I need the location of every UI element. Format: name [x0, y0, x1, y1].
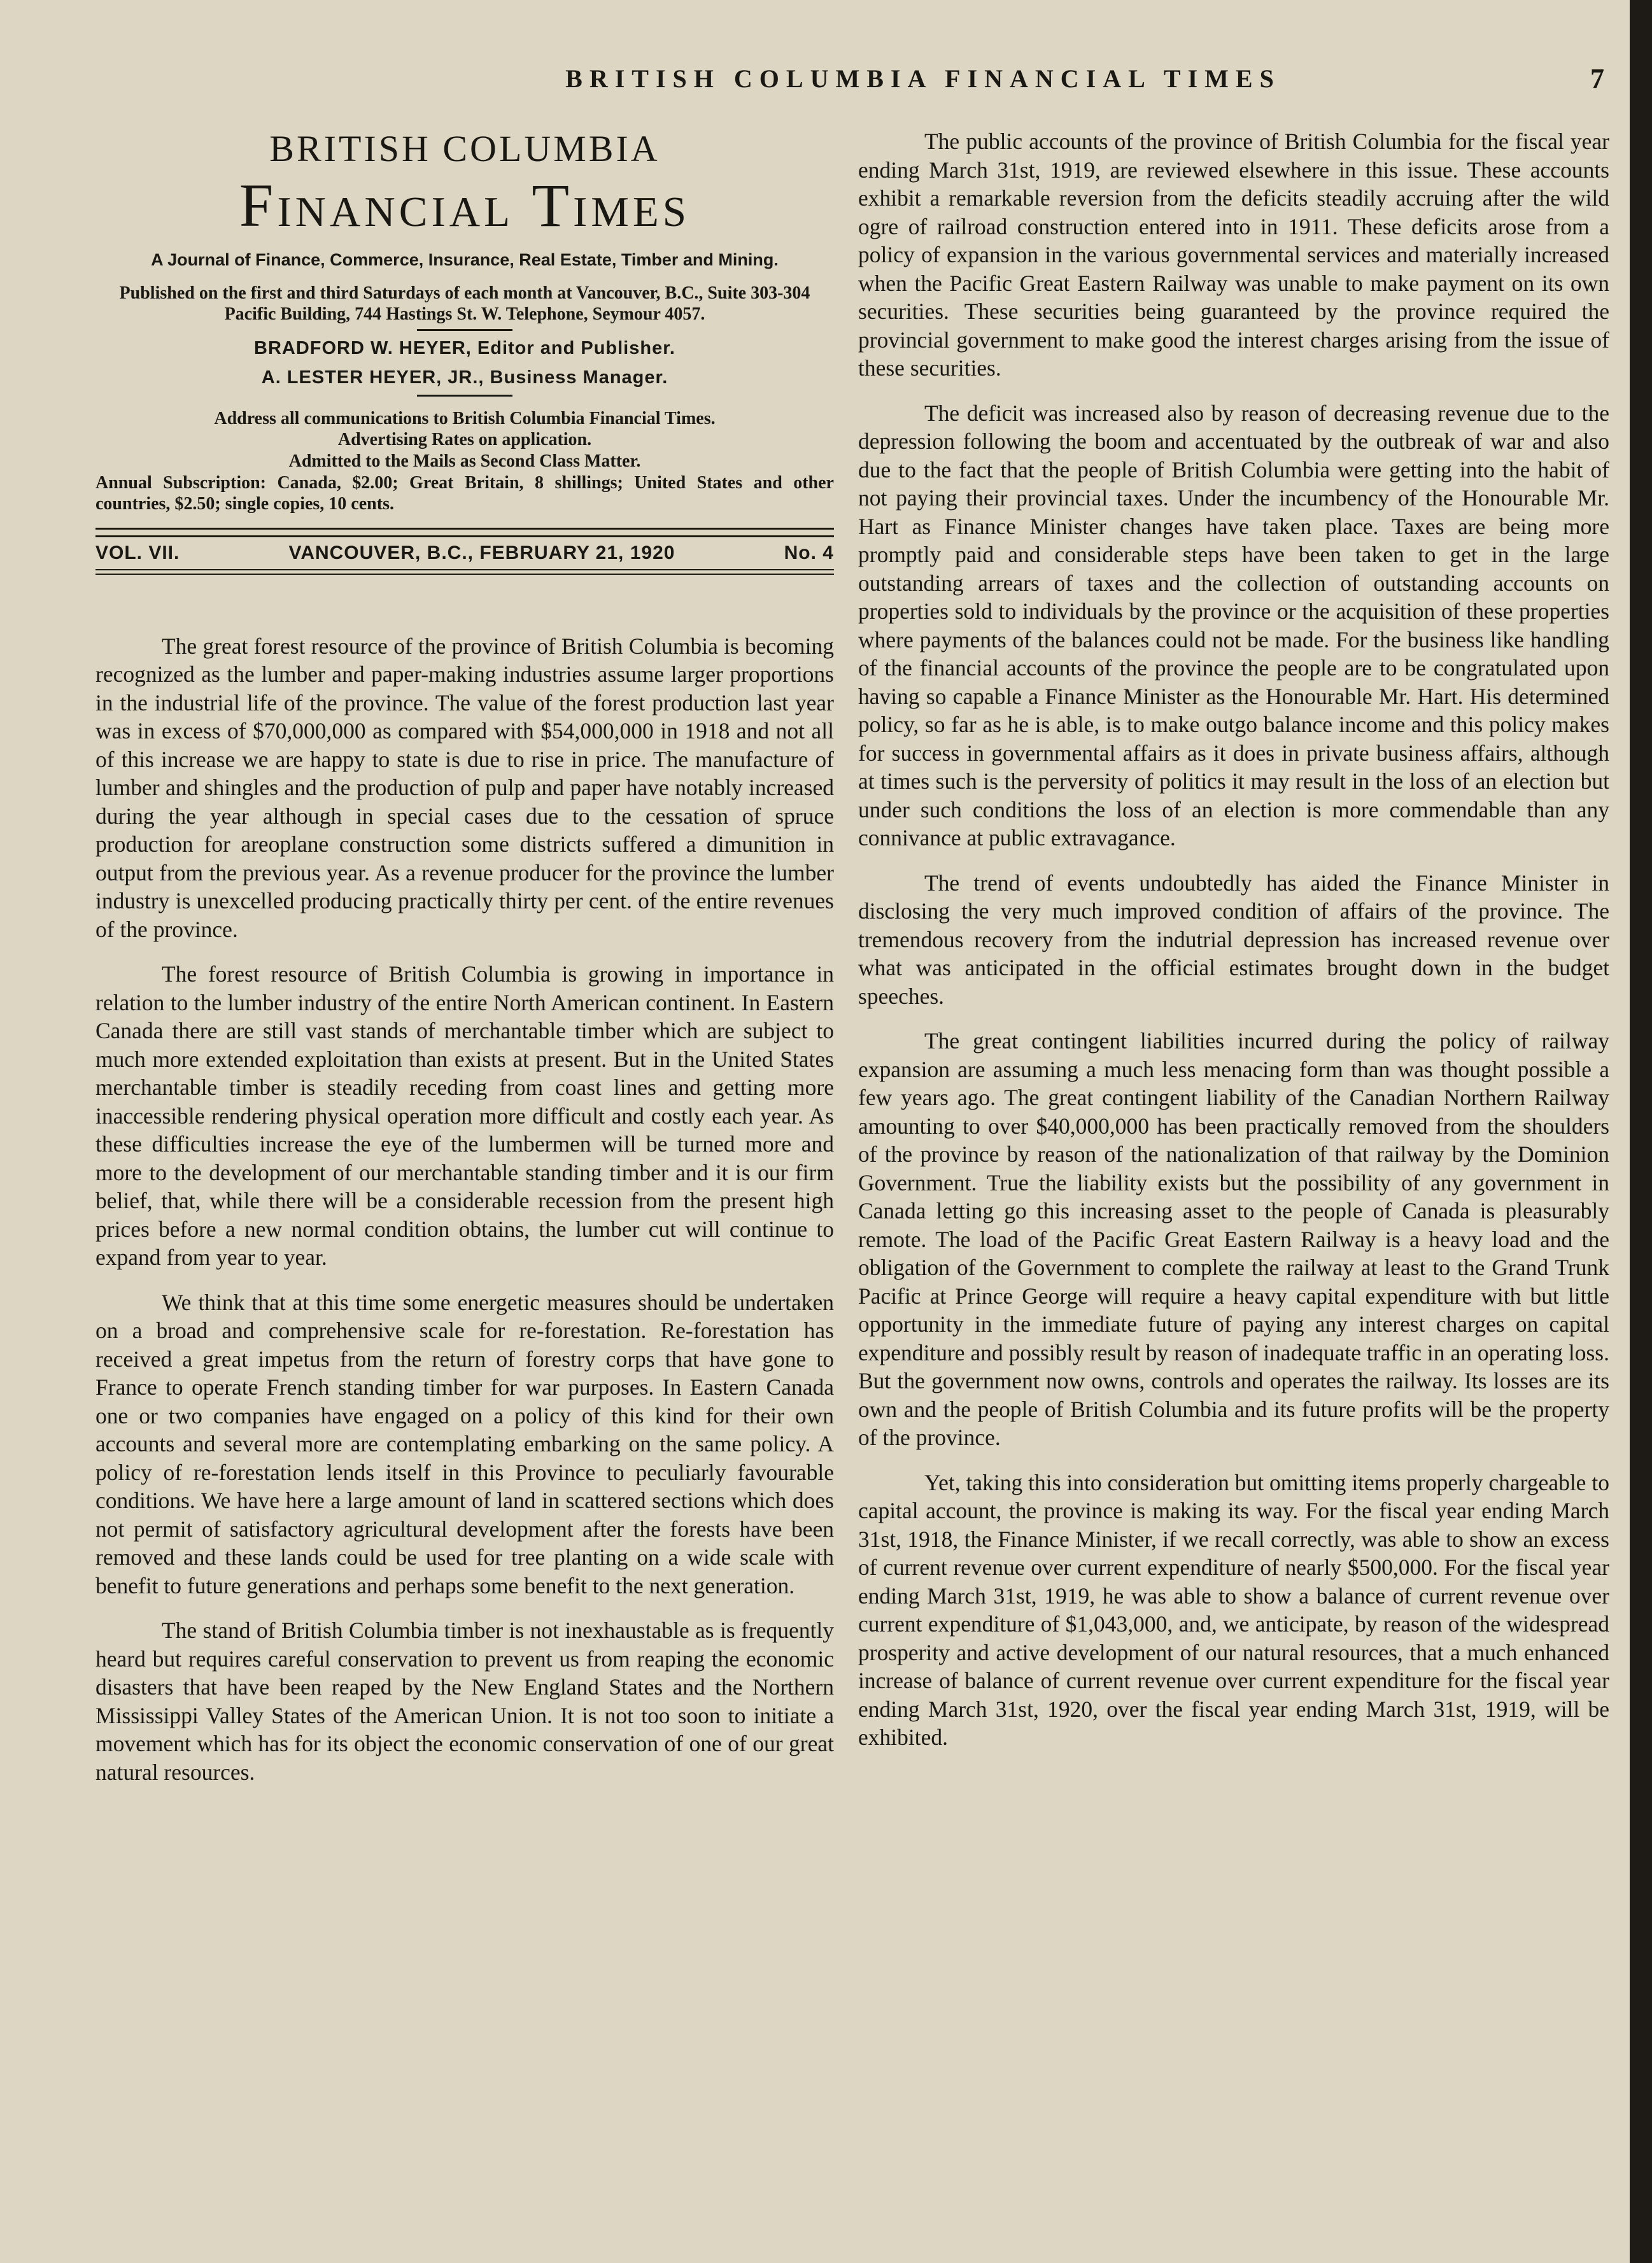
masthead-divider — [417, 395, 512, 397]
editorial-paragraph: The deficit was increased also by reason of decreasing revenue due to the depression following the boom and accentuated by the outbreak of war and also due to the fact that the people of British Columbia were getting into the habit of not paying their provincial taxes. Under the incumbency of the Honourable Mr. Hart as Finance Minister changes have taken place. Taxes are being more promptly paid and considerable steps have been taken to get in the large outstanding arrears of taxes and the collection of outstanding accounts on properties sold to individuals by the province or the acquisition of these properties where payments of the balances could not be made. For the business like handling of the financial accounts of the province the people are to be congratulated upon having so capable a Finance Minister as the Honourable Mr. Hart. His determined policy, so far as he is able, is to make outgo balance income and this policy makes for success in governmental affairs as it does in private business affairs, although at times such is the perversity of politics it may result in the loss of an election but under such conditions the loss of an election is more commendable than any connivance at public extravagance. — [858, 400, 1609, 850]
masthead-address-note: Address all communications to British Columbia Financial Times. — [214, 408, 716, 428]
editorial-paragraph: We think that at this time some energetic measures should be undertaken on a broad and comprehensive scale for re-forestation. Re-forestation has received a great impetus from the return of forestry corps that have gone to France to operate French standing timber for war purposes. In Eastern Canada one or two companies have engaged on a policy of this kind for their own accounts and several more are contemplating embarking on the same policy. A policy of re-forestation lends itself in this Province to peculiarly favourable conditions. We have here a large amount of land in scattered sections which does not permit of satisfactory agricultural development after the forests have been removed and these lands could be used for tree planting on a wide scale with benefit to future generations and perhaps some benefit to the next generation. — [95, 1289, 834, 1598]
volume-number: VOL. VII. — [95, 542, 180, 563]
masthead-business-manager: A. LESTER HEYER, JR., Business Manager. — [261, 367, 668, 388]
masthead-description: A Journal of Finance, Commerce, Insurance, Real Estate, Timber and Mining. — [151, 250, 779, 269]
right-column — [858, 127, 1609, 1768]
editorial-paragraph: Yet, taking this into consideration but omitting items properly chargeable to capital account, the province is making its way. For the fiscal year ending March 31st, 1918, the Finance Minister, if we recall correctly, was able to show an excess of current revenue over current expenditure of nearly $500,000. For the fiscal year ending March 31st, 1919, he was able to show a balance of current revenue over current expenditure of $1,043,000, and, we anticipate, by reason of the widespread prosperity and active development of our natural resources, that a much enhanced increase of balance of current revenue over current expenditure for the fiscal year ending March 31st, 1920, over the fiscal year ending March 31st, 1919, will be exhibited. — [858, 1469, 1609, 1750]
masthead — [95, 127, 834, 515]
editorial-paragraph: The public accounts of the province of British Columbia for the fiscal year ending March 31st, 1919, are reviewed elsewhere in this issue. These accounts exhibit a remarkable reversion from the deficits steadily accruing after the wild ogre of railroad construction entered into in 1911. These deficits arose from a policy of expansion in the various governmental services and materially increased when the Pacific Great Eastern Railway was unable to make payment on its own securities. These securities being guaranteed by the province required the provincial government to make good the interest charges arising from the issue of these securities. — [858, 129, 1609, 381]
dateline-bottom-rule — [95, 569, 834, 575]
masthead-advertising: Advertising Rates on application. — [337, 430, 592, 450]
masthead-subscription: Annual Subscription: Canada, $2.00; Great Britain, 8 shillings; United States and other countries, $2.50; single copies, 10 cents. — [95, 472, 834, 514]
dateline-top-rule — [95, 528, 834, 537]
editorial-paragraph: The trend of events undoubtedly has aided the Finance Minister in disclosing the very much improved condition of affairs of the province. The tremendous recovery from the indutrial depression has increased revenue over what was anticipated in the official estimates brought down in the budget speeches. — [858, 870, 1609, 1009]
left-column — [95, 127, 834, 1803]
masthead-title: Financial Times — [239, 171, 691, 239]
running-header: BRITISH COLUMBIA FINANCIAL TIMES — [565, 64, 1281, 93]
editorial-paragraph: The great contingent liabilities incurred during the policy of railway expansion are assuming a much less menacing form than was thought possible a few years ago. The great contingent liability of the Canadian Northern Railway amounting to over $40,000,000 has been practically removed from the shoulders of the province by reason of the nationalization of that railway by the Dominion Government. True the liability exists but the possibility of any government in Canada letting go this increasing asset to the people of Canada is pleasurably remote. The load of the Pacific Great Eastern Railway is a heavy load and the obligation of the Government to complete the railway at least to the Grand Trunk Pacific at Prince George will require a heavy capital expenditure with but little opportunity in the immediate future of paying any interest charges on capital expenditure and possibly result by reason of inadequate traffic in an operating loss. But the government now owns, controls and operates the railway. Its losses are its own and the people of British Columbia and its future profits will be the property of the province. — [858, 1028, 1609, 1450]
page-number: 7 — [1590, 63, 1604, 94]
dateline — [95, 542, 834, 564]
masthead-mail-class: Admitted to the Mails as Second Class Matter. — [288, 451, 641, 472]
masthead-divider — [417, 329, 512, 331]
issue-number: No. 4 — [784, 542, 834, 563]
left-editorial-body — [95, 632, 834, 1787]
masthead-publication-info: Published on the first and third Saturdays of each month at Vancouver, B.C., Suite 303-304 Pacific Building, 744 Hastings St. W. Telephone, Seymour 4057. — [119, 283, 810, 325]
editorial-paragraph: The forest resource of British Columbia is growing in importance in relation to the lumber industry of the entire North American continent. In Eastern Canada there are still vast stands of merchantable timber which are subject to much more extended exploitation than exists at present. But in the United States merchantable timber is steadily receding from coast lines and getting more inaccessible rendering physical operation more difficult and costly each year. As these difficulties increase the eye of the lumbermen will be turned more and more to the development of our merchantable standing timber and it is our firm belief, that, while there will be a considerable recession from the present high prices before a new normal condition obtains, the lumber cut will continue to expand from year to year. — [95, 961, 834, 1271]
masthead-province: BRITISH COLUMBIA — [269, 128, 660, 169]
editorial-paragraph: The stand of British Columbia timber is not inexhaustable as is frequently heard but requires careful conservation to prevent us from reaping the economic disasters that have been reaped by the New England States and the Northern Mississippi Valley States of the American Union. It is not too soon to initiate a movement which has for its object the economic conservation of one of our great natural resources. — [95, 1618, 834, 1785]
place-and-date: VANCOUVER, B.C., FEBRUARY 21, 1920 — [288, 542, 675, 563]
editorial-paragraph: The great forest resource of the province of British Columbia is becoming recognized as the lumber and paper-making industries assume larger proportions in the industrial life of the province. The value of the forest production last year was in excess of $70,000,000 as compared with $54,000,000 in 1918 and not all of this increase we are happy to state is due to rise in price. The manufacture of lumber and shingles and the production of pulp and paper have notably increased during the year although in special cases due to the cessation of spruce production for areoplane construction some districts suffered a dimunition in output from the previous year. As a revenue producer for the province the lumber industry is unexcelled producing practically thirty per cent. of the entire revenues of the province. — [95, 633, 834, 942]
masthead-editor: BRADFORD W. HEYER, Editor and Publisher. — [254, 337, 675, 358]
